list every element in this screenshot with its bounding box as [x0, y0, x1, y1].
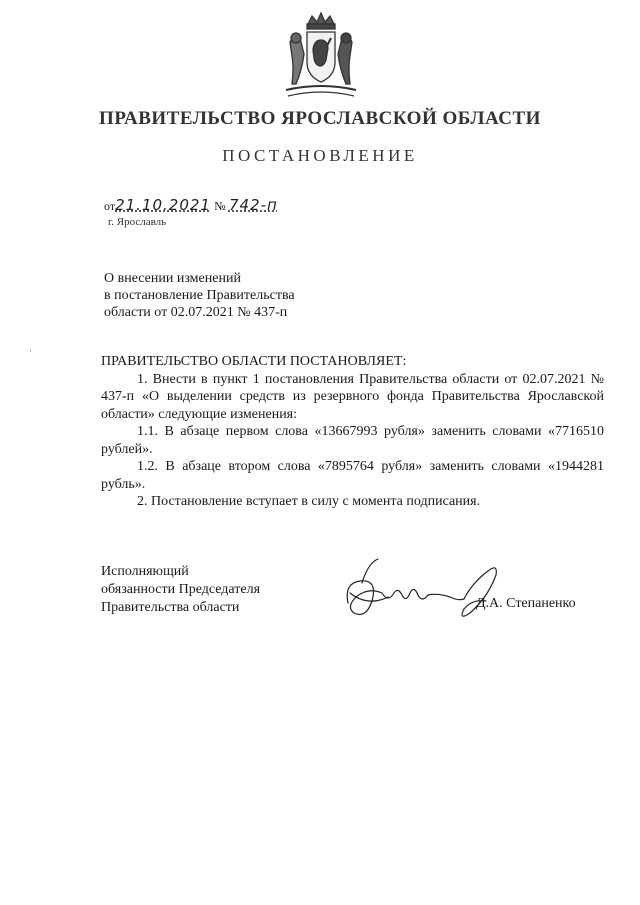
subject-line: О внесении изменений — [104, 271, 241, 286]
document-number: 742-п — [228, 196, 278, 214]
document-subject — [104, 270, 295, 321]
document-body — [101, 353, 604, 511]
subject-line: области от 02.07.2021 № 437-п — [104, 305, 288, 320]
organization-title: ПРАВИТЕЛЬСТВО ЯРОСЛАВСКОЙ ОБЛАСТИ — [99, 108, 541, 129]
city: г. Ярославль — [108, 216, 167, 228]
subject-line: в постановление Правительства — [104, 288, 295, 303]
position-line: Исполняющий — [101, 564, 189, 579]
coat-of-arms-icon — [280, 10, 362, 106]
document-date: 21.10.2021 — [115, 196, 211, 214]
number-prefix: № — [214, 199, 226, 213]
registration-line — [104, 196, 278, 214]
signatory-position — [101, 563, 260, 617]
position-line: обязанности Председателя — [101, 582, 261, 597]
resolution-heading: ПРАВИТЕЛЬСТВО ОБЛАСТИ ПОСТАНОВЛЯЕТ: — [101, 354, 407, 369]
paragraph-1: 1. Внести в пункт 1 постановления Правительства области от 02.07.2021 № 437-п «О выделении средств из резервного фонда Правительства Ярославской области» следующие изменения: — [101, 371, 604, 422]
paragraph-2: 2. Постановление вступает в силу с момента подписания. — [137, 494, 481, 509]
document-type: ПОСТАНОВЛЕНИЕ — [222, 146, 418, 165]
paragraph-1-1: 1.1. В абзаце первом слова «13667993 рубля» заменить словами «7716510 рублей». — [101, 424, 604, 457]
position-line: Правительства области — [101, 600, 240, 615]
signer-name: Д.А. Степаненко — [476, 596, 576, 611]
scan-mark — [30, 350, 31, 352]
paragraph-1-2: 1.2. В абзаце втором слова «7895764 рубля» заменить словами «1944281 рубль». — [101, 459, 604, 492]
date-prefix: от — [104, 199, 116, 213]
